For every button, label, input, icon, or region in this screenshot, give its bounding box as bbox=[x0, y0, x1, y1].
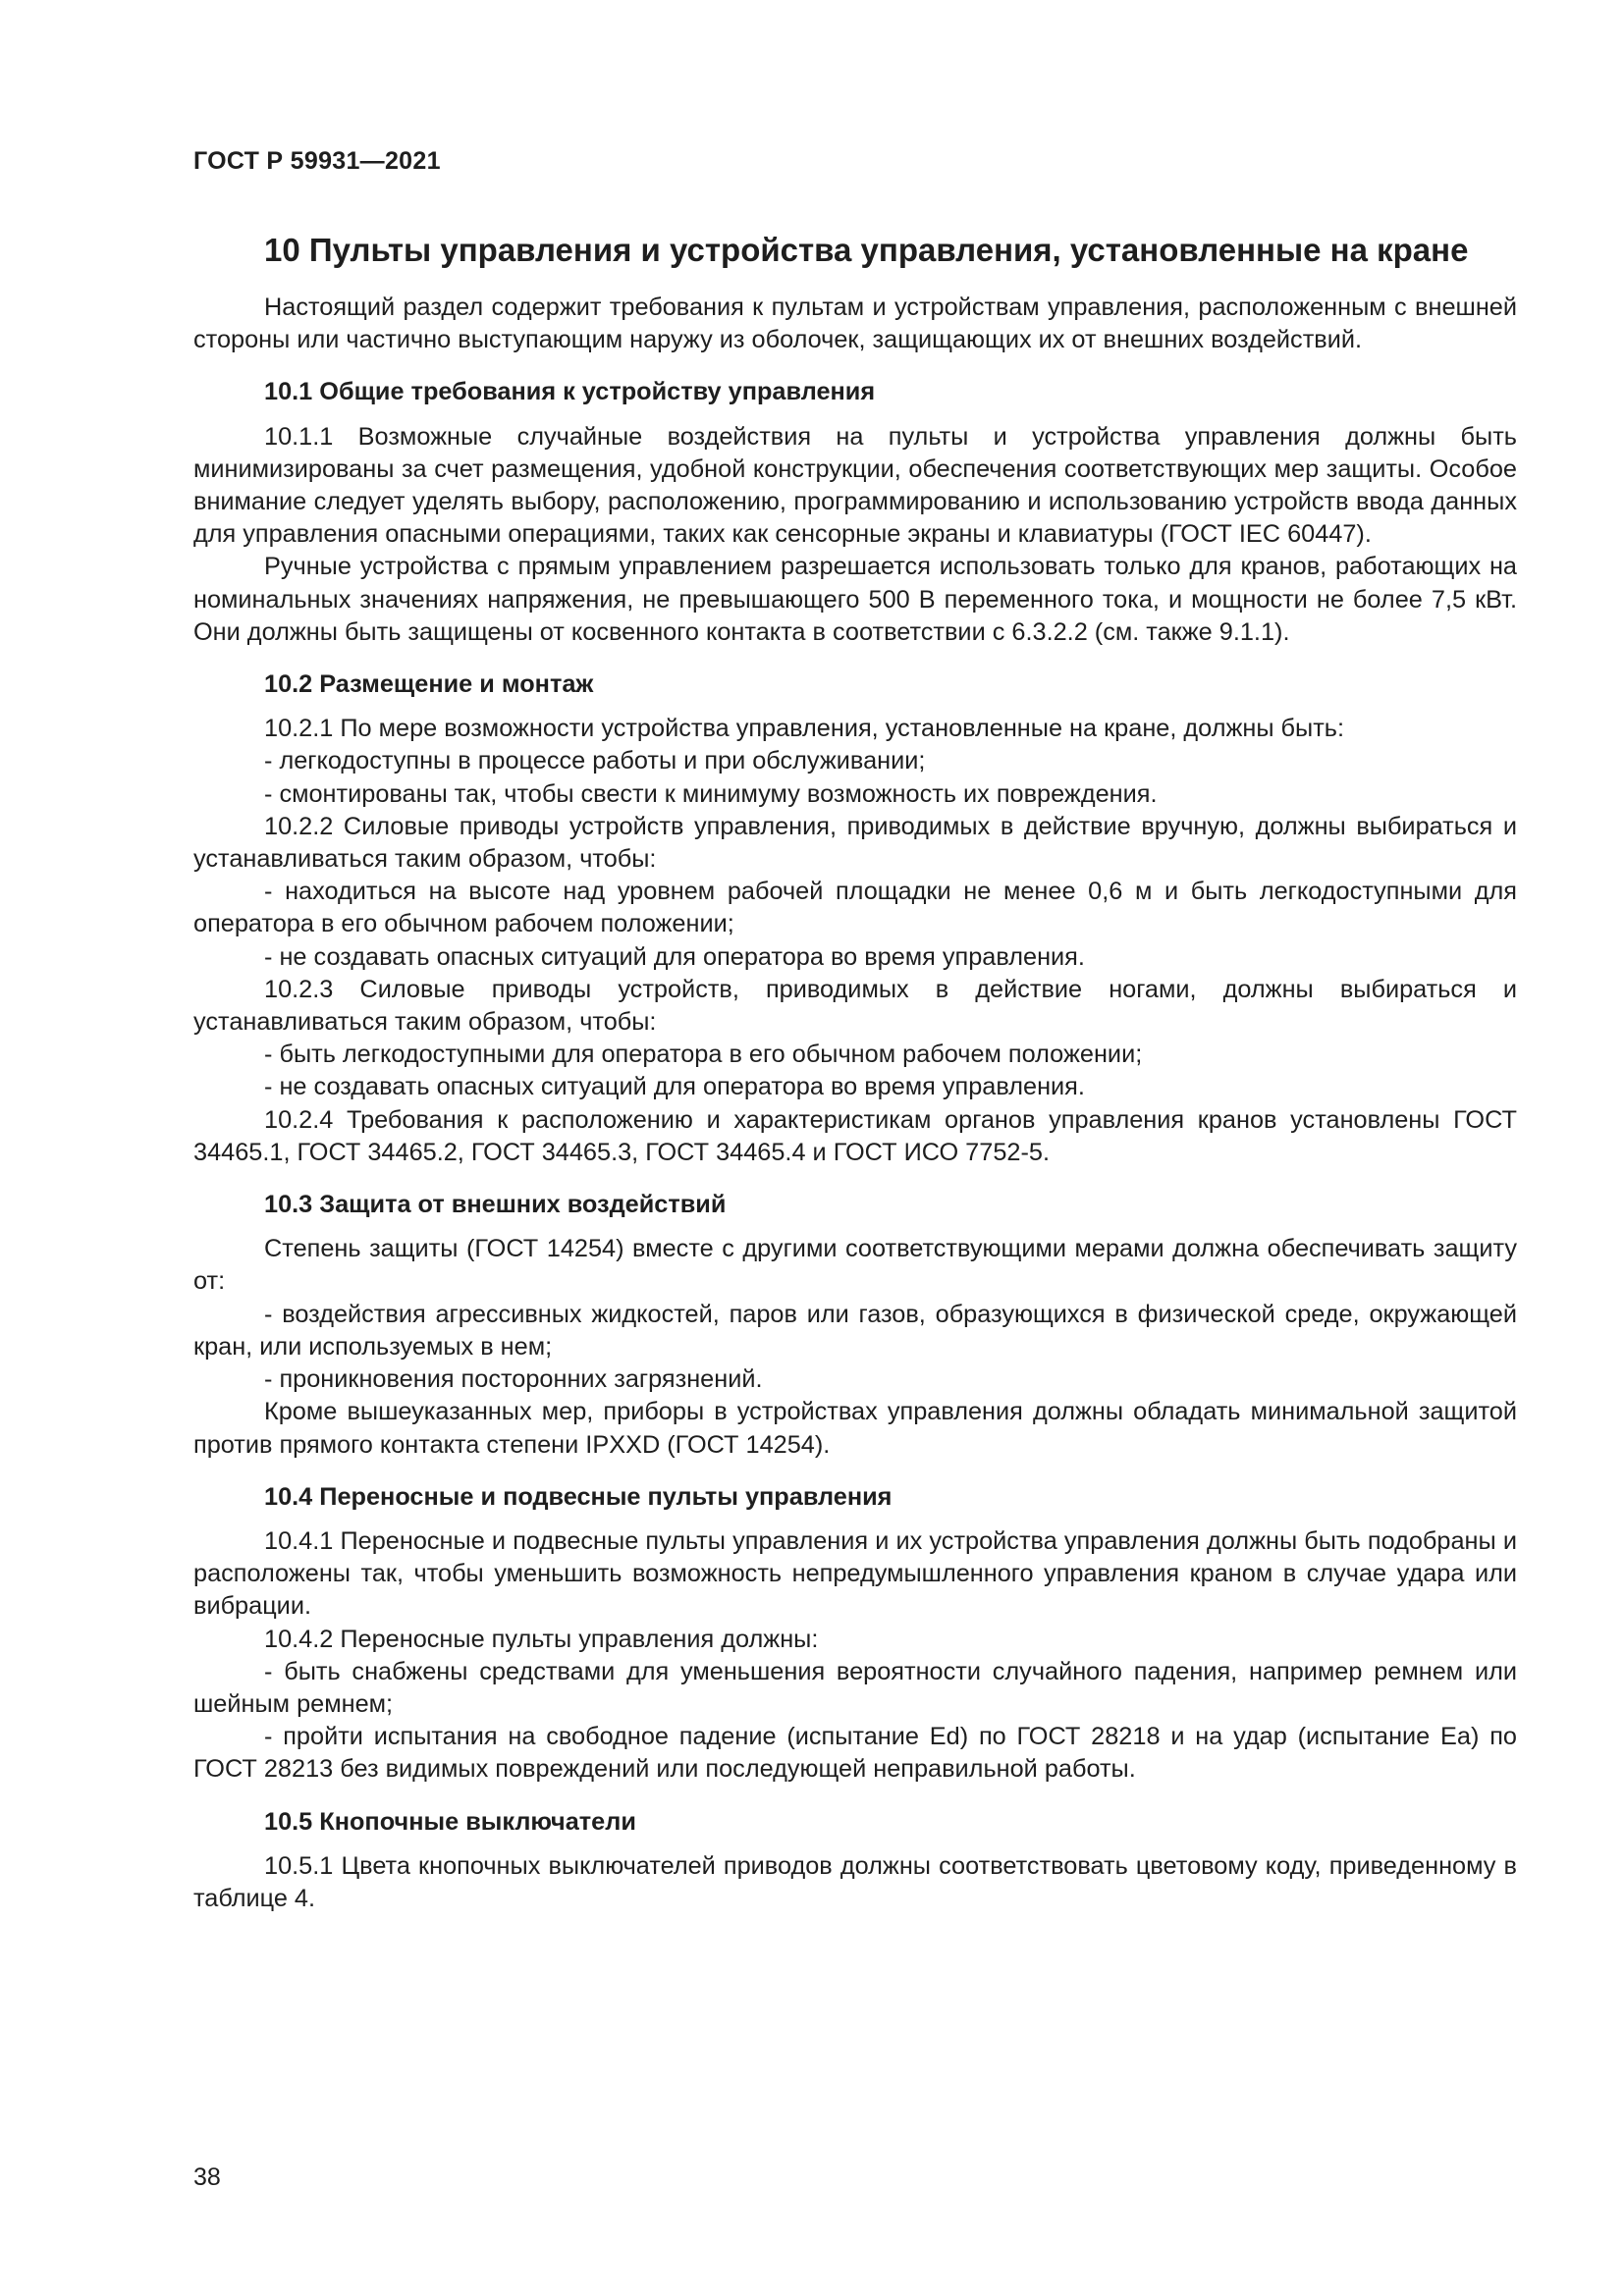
list-item: - находиться на высоте над уровнем рабочей площадки не менее 0,6 м и быть легкодоступными для оператора в его обычном рабочем положении; bbox=[193, 878, 1517, 938]
list-item: - проникновения посторонних загрязнений. bbox=[264, 1365, 763, 1394]
list-item: - смонтированы так, чтобы свести к минимуму возможность их повреждения. bbox=[264, 779, 1158, 808]
list-item: - пройти испытания на свободное падение (испытание Ed) по ГОСТ 28218 и на удар (испытание Ea) по ГОСТ 28213 без видимых повреждений или последующей неправильной работы. bbox=[193, 1723, 1517, 1784]
paragraph-10-3-extra: Кроме вышеуказанных мер, приборы в устройствах управления должны обладать минимальной защитой против прямого контакта степени IPXXD (ГОСТ 14254). bbox=[193, 1398, 1517, 1459]
list-item: - быть легкодоступными для оператора в его обычном рабочем положении; bbox=[264, 1041, 1143, 1069]
list-item: - не создавать опасных ситуаций для оператора во время управления. bbox=[264, 942, 1085, 971]
subsection-title-10-2: 10.2 Размещение и монтаж bbox=[264, 670, 594, 699]
paragraph-10-5-1: 10.5.1 Цвета кнопочных выключателей приводов должны соответствовать цветовому коду, приведенному в таблице 4. bbox=[193, 1851, 1517, 1912]
paragraph-10-2-4: 10.2.4 Требования к расположению и характеристикам органов управления кранов установлены ГОСТ 34465.1, ГОСТ 34465.2, ГОСТ 34465.3, ГОСТ 34465.4 и ГОСТ ИСО 7752-5. bbox=[193, 1105, 1517, 1166]
subsection-title-10-1: 10.1 Общие требования к устройству управления bbox=[264, 378, 876, 406]
list-item: - не создавать опасных ситуаций для оператора во время управления. bbox=[264, 1073, 1085, 1101]
paragraph-10-1-1: 10.1.1 Возможные случайные воздействия на пульты и устройства управления должны быть минимизированы за счет размещения, удобной конструкции, обеспечения соответствующих мер защиты. Особое внимание следует уделять выбору, расположению, программированию и использованию устройств ввода данных для управления опасными операциями, таких как сенсорные экраны и клавиатуры (ГОСТ IEC 60447). bbox=[193, 422, 1517, 549]
paragraph-10-3-intro: Степень защиты (ГОСТ 14254) вместе с другими соответствующими мерами должна обеспечивать защиту от: bbox=[193, 1235, 1517, 1296]
list-item: - легкодоступны в процессе работы и при обслуживании; bbox=[264, 747, 926, 775]
list-item: - воздействия агрессивных жидкостей, паров или газов, образующихся в физической среде, окружающей кран, или используемых в нем; bbox=[193, 1300, 1517, 1361]
paragraph-10-4-2: 10.4.2 Переносные пульты управления должны: bbox=[264, 1625, 819, 1653]
page-number: 38 bbox=[193, 2163, 221, 2191]
paragraph-10-2-3: 10.2.3 Силовые приводы устройств, приводимых в действие ногами, должны выбираться и устанавливаться таким образом, чтобы: bbox=[193, 975, 1517, 1037]
page-content bbox=[193, 231, 1517, 1915]
document-code: ГОСТ Р 59931—2021 bbox=[193, 147, 441, 175]
subsection-title-10-3: 10.3 Защита от внешних воздействий bbox=[264, 1191, 727, 1219]
section-title: 10 Пульты управления и устройства управления, установленные на кране bbox=[264, 232, 1469, 268]
section-intro: Настоящий раздел содержит требования к пультам и устройствам управления, расположенным с внешней стороны или частично выступающим наружу из оболочек, защищающих их от внешних воздействий. bbox=[193, 294, 1517, 354]
paragraph-10-2-1: 10.2.1 По мере возможности устройства управления, установленные на кране, должны быть: bbox=[264, 715, 1345, 743]
paragraph-10-1-manual: Ручные устройства с прямым управлением разрешается использовать только для кранов, работающих на номинальных значениях напряжения, не превышающего 500 В переменного тока, и мощности не более 7,5 кВт. Они должны быть защищены от косвенного контакта в соответствии с 6.3.2.2 (см. также 9.1.1). bbox=[193, 553, 1517, 646]
list-item: - быть снабжены средствами для уменьшения вероятности случайного падения, например ремнем или шейным ремнем; bbox=[193, 1657, 1517, 1718]
subsection-title-10-4: 10.4 Переносные и подвесные пульты управления bbox=[264, 1482, 893, 1511]
paragraph-10-4-1: 10.4.1 Переносные и подвесные пульты управления и их устройства управления должны быть подобраны и расположены так, чтобы уменьшить возможность непредумышленного управления краном в случае удара или вибрации. bbox=[193, 1526, 1517, 1621]
paragraph-10-2-2: 10.2.2 Силовые приводы устройств управления, приводимых в действие вручную, должны выбираться и устанавливаться таким образом, чтобы: bbox=[193, 812, 1517, 874]
subsection-title-10-5: 10.5 Кнопочные выключатели bbox=[264, 1807, 636, 1836]
